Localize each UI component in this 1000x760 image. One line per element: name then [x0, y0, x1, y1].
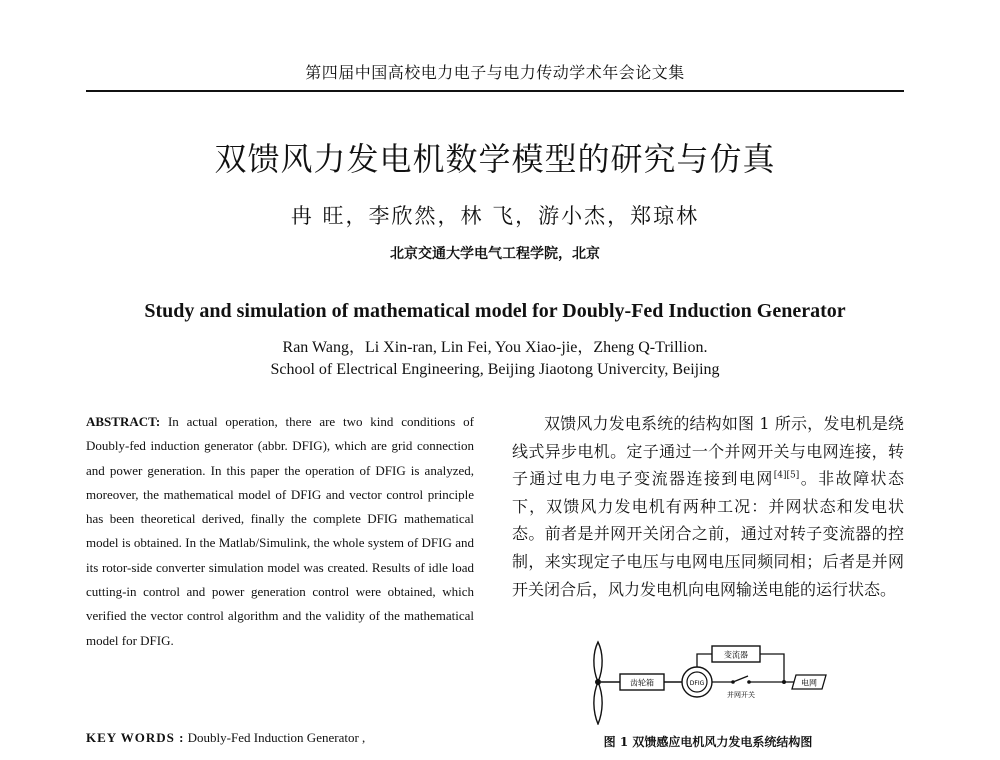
wind-turbine-icon	[594, 642, 602, 724]
figure-1-diagram	[580, 640, 830, 725]
english-authors: Ran Wang，Li Xin-ran, Lin Fei, You Xiao-jie，Zheng Q-Trillion.	[282, 339, 708, 356]
chinese-title: 双馈风力发电机数学模型的研究与仿真	[214, 140, 776, 178]
running-head: 第四届中国高校电力电子与电力传动学术年会论文集	[305, 63, 685, 82]
header-rule	[86, 90, 904, 92]
abstract	[86, 410, 474, 653]
rotor-line	[697, 654, 712, 667]
keywords-text: Doubly-Fed Induction Generator ,	[187, 730, 366, 745]
switch-label: 并网开关	[727, 691, 755, 699]
grid-switch-icon	[731, 676, 751, 684]
abstract-label: ABSTRACT:	[86, 414, 161, 429]
body-text-part1: 双馈风力发电系统的结构如图 1 所示，发电机是绕线式异步电机。定子通过一个并网开关与电网连接，转子通过电力电子变流器连接到电网	[512, 414, 904, 489]
body-text-part2: 。非故障状态下，双馈风力发电机有两种工况：并网状态和发电状态。前者是并网开关闭合之前，通过对转子变流器的控制，来实现定子电压与电网电压同频同相；后者是并网开关闭合后，风力发电机向电网输送电能的运行状态。	[512, 469, 904, 599]
generator-label: DFIG	[689, 680, 705, 687]
body-paragraph	[512, 410, 904, 603]
abstract-text: In actual operation, there are two kind conditions of Doubly-fed induction generator (abbr. DFIG), which are grid connection and power generation. In this paper the operation of DFIG is analyzed, moreover, the mathematical model of DFIG and vector control principle has been theoretical derived, finally the complete DFIG mathematical model is obtained. In the Matlab/Simulink, the whole system of DFIG and its rotor-side converter simulation model was created. Results of idle load cutting-in control and power generation control were obtained, which verified the vector control algorithm and the validity of the mathematical model for DFIG.	[86, 414, 474, 648]
grid-label: 电网	[801, 678, 817, 688]
converter-grid-line	[760, 654, 784, 682]
english-title: Study and simulation of mathematical model for Doubly-Fed Induction Generator	[144, 300, 846, 322]
chinese-authors: 冉 旺，李欣然，林 飞，游小杰，郑琼林	[290, 204, 700, 228]
citation-ref: [4][5]	[773, 470, 800, 481]
gearbox-label: 齿轮箱	[630, 678, 654, 688]
chinese-affiliation: 北京交通大学电气工程学院，北京	[390, 246, 600, 262]
keywords-label: KEY WORDS :	[86, 730, 185, 745]
figure-caption: 图 1 双馈感应电机风力发电系统结构图	[603, 735, 813, 749]
keywords	[86, 730, 474, 746]
english-affiliation: School of Electrical Engineering, Beijing Jiaotong Univercity, Beijing	[270, 361, 720, 378]
converter-label: 变流器	[724, 650, 748, 660]
